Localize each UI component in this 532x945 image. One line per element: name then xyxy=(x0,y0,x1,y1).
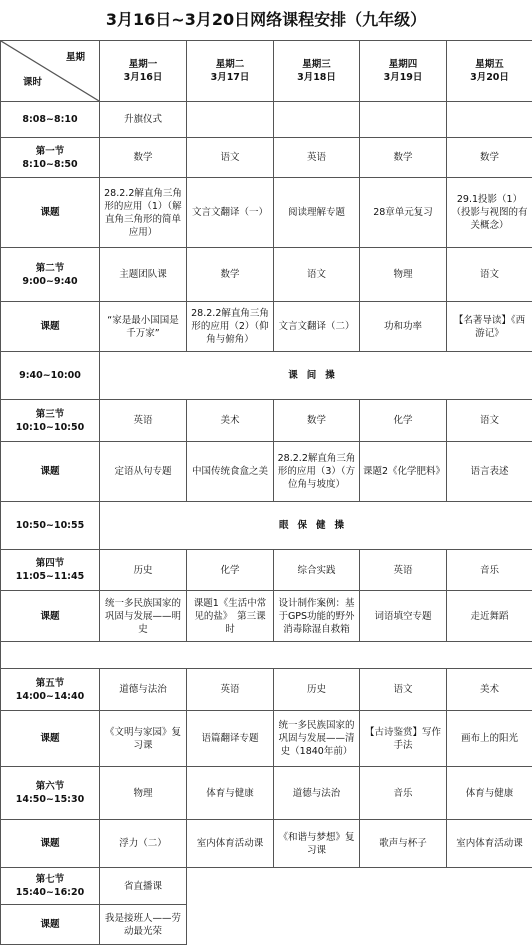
subject-cell: 物理 xyxy=(360,248,447,302)
schedule-cell xyxy=(447,102,532,138)
subject-cell: 体育与健康 xyxy=(187,767,274,820)
period-time: 8:10~8:50 xyxy=(4,158,96,171)
period-axis-label: 课时 xyxy=(23,76,42,89)
weekday-label: 星期五 xyxy=(450,58,529,71)
subject-cell: 化学 xyxy=(360,400,447,442)
page-title: 3月16日~3月20日网络课程安排（九年级） xyxy=(0,0,532,40)
date-label: 3月20日 xyxy=(450,71,529,84)
subject-cell: 语文 xyxy=(447,248,532,302)
period-label xyxy=(1,868,100,905)
topic-cell: 课题2《化学肥料》 xyxy=(360,442,447,502)
topic-row xyxy=(1,178,532,248)
topic-label: 课题 xyxy=(1,820,100,868)
subject-cell: 物理 xyxy=(100,767,187,820)
topic-row xyxy=(1,442,532,502)
topic-cell: 28.2.2解直角三角形的应用（2）（仰角与俯角） xyxy=(187,302,274,352)
topic-cell: 室内体育活动课 xyxy=(187,820,274,868)
subject-cell: 音乐 xyxy=(447,550,532,591)
period-row xyxy=(1,400,532,442)
schedule-cell xyxy=(187,102,274,138)
subject-cell: 道德与法治 xyxy=(274,767,360,820)
period-name: 第四节 xyxy=(4,557,96,570)
topic-cell: 中国传统食盒之美 xyxy=(187,442,274,502)
subject-cell: 语文 xyxy=(360,669,447,711)
subject-cell: 英语 xyxy=(100,400,187,442)
subject-cell: 美术 xyxy=(447,669,532,711)
period-name: 第二节 xyxy=(4,262,96,275)
period-name: 第三节 xyxy=(4,408,96,421)
period-time: 9:00~9:40 xyxy=(4,275,96,288)
period-name: 第一节 xyxy=(4,145,96,158)
empty-cell xyxy=(187,868,532,905)
topic-cell: 统一多民族国家的巩固与发展——明史 xyxy=(100,591,187,642)
period-time: 10:10~10:50 xyxy=(4,421,96,434)
topic-cell: 文言文翻译（一） xyxy=(187,178,274,248)
subject-cell: 英语 xyxy=(187,669,274,711)
day-header-wed xyxy=(274,41,360,102)
subject-cell: 综合实践 xyxy=(274,550,360,591)
lunch-gap-row xyxy=(1,642,532,669)
day-header-thu xyxy=(360,41,447,102)
topic-label: 课题 xyxy=(1,442,100,502)
topic-cell: 28章单元复习 xyxy=(360,178,447,248)
empty-cell xyxy=(187,905,532,945)
topic-row xyxy=(1,711,532,767)
subject-cell: 音乐 xyxy=(360,767,447,820)
topic-cell: 《文明与家园》复习课 xyxy=(100,711,187,767)
period-row xyxy=(1,767,532,820)
flag-raising-row xyxy=(1,102,532,138)
schedule-cell xyxy=(360,102,447,138)
topic-cell: 词语填空专题 xyxy=(360,591,447,642)
period-row xyxy=(1,868,532,905)
topic-cell: 走近舞蹈 xyxy=(447,591,532,642)
topic-cell: 《和谐与梦想》复习课 xyxy=(274,820,360,868)
time-label: 9:40~10:00 xyxy=(1,352,100,400)
subject-cell: 数学 xyxy=(447,138,532,178)
weekday-label: 星期二 xyxy=(190,58,270,71)
subject-cell: 化学 xyxy=(187,550,274,591)
period-row xyxy=(1,248,532,302)
period-label xyxy=(1,767,100,820)
topic-label: 课题 xyxy=(1,711,100,767)
period-time: 15:40~16:20 xyxy=(4,886,96,899)
weekday-label: 星期四 xyxy=(363,58,443,71)
topic-row xyxy=(1,820,532,868)
topic-cell: 语篇翻译专题 xyxy=(187,711,274,767)
subject-cell: 语文 xyxy=(447,400,532,442)
topic-label: 课题 xyxy=(1,905,100,945)
date-label: 3月16日 xyxy=(103,71,183,84)
subject-cell: 语文 xyxy=(274,248,360,302)
period-name: 第七节 xyxy=(4,873,96,886)
period-row xyxy=(1,138,532,178)
topic-cell: 语言表述 xyxy=(447,442,532,502)
topic-cell: “家是最小国国是千万家” xyxy=(100,302,187,352)
day-header-mon xyxy=(100,41,187,102)
topic-cell: 功和功率 xyxy=(360,302,447,352)
topic-cell: 28.2.2解直角三角形的应用（1）（解直角三角形的简单应用） xyxy=(100,178,187,248)
subject-cell: 英语 xyxy=(360,550,447,591)
subject-cell: 历史 xyxy=(100,550,187,591)
topic-cell: 浮力（二） xyxy=(100,820,187,868)
topic-cell: 【名著导读】《西游记》 xyxy=(447,302,532,352)
subject-cell: 英语 xyxy=(274,138,360,178)
period-name: 第六节 xyxy=(4,780,96,793)
subject-cell: 语文 xyxy=(187,138,274,178)
subject-cell: 美术 xyxy=(187,400,274,442)
topic-row xyxy=(1,905,532,945)
break-row xyxy=(1,502,532,550)
schedule-table xyxy=(0,40,532,945)
period-label xyxy=(1,248,100,302)
topic-row xyxy=(1,302,532,352)
subject-cell: 历史 xyxy=(274,669,360,711)
topic-cell: 室内体育活动课 xyxy=(447,820,532,868)
period-label xyxy=(1,138,100,178)
date-label: 3月19日 xyxy=(363,71,443,84)
corner-cell xyxy=(1,41,100,102)
topic-cell: 28.2.2解直角三角形的应用（3）（方位角与坡度） xyxy=(274,442,360,502)
period-time: 14:00~14:40 xyxy=(4,690,96,703)
topic-cell: 统一多民族国家的巩固与发展——清史（1840年前） xyxy=(274,711,360,767)
weekday-label: 星期一 xyxy=(103,58,183,71)
period-label xyxy=(1,550,100,591)
subject-cell: 数学 xyxy=(187,248,274,302)
break-row xyxy=(1,352,532,400)
topic-cell: 阅读理解专题 xyxy=(274,178,360,248)
day-header-fri xyxy=(447,41,532,102)
break-cell: 课间操 xyxy=(100,352,532,400)
time-label: 8:08~8:10 xyxy=(1,102,100,138)
period-label xyxy=(1,400,100,442)
topic-cell: 【古诗鉴赏】写作手法 xyxy=(360,711,447,767)
period-row xyxy=(1,550,532,591)
schedule-cell xyxy=(274,102,360,138)
subject-cell: 道德与法治 xyxy=(100,669,187,711)
subject-cell: 省直播课 xyxy=(100,868,187,905)
period-label xyxy=(1,669,100,711)
header-row xyxy=(1,41,532,102)
weekday-axis-label: 星期 xyxy=(66,51,85,64)
schedule-cell: 升旗仪式 xyxy=(100,102,187,138)
topic-cell: 歌声与杯子 xyxy=(360,820,447,868)
topic-cell: 课题1《生活中常见的盐》 第三课时 xyxy=(187,591,274,642)
weekday-label: 星期三 xyxy=(277,58,356,71)
period-time: 11:05~11:45 xyxy=(4,570,96,583)
diagonal-line xyxy=(1,41,99,101)
topic-cell: 定语从句专题 xyxy=(100,442,187,502)
empty-gap-cell xyxy=(1,642,532,669)
subject-cell: 数学 xyxy=(274,400,360,442)
topic-cell: 29.1投影（1）（投影与视图的有关概念） xyxy=(447,178,532,248)
day-header-tue xyxy=(187,41,274,102)
topic-label: 课题 xyxy=(1,302,100,352)
topic-label: 课题 xyxy=(1,178,100,248)
subject-cell: 数学 xyxy=(360,138,447,178)
topic-row xyxy=(1,591,532,642)
topic-cell: 画布上的阳光 xyxy=(447,711,532,767)
date-label: 3月18日 xyxy=(277,71,356,84)
topic-label: 课题 xyxy=(1,591,100,642)
topic-cell: 设计制作案例：基于GPS功能的野外消毒除湿自救箱 xyxy=(274,591,360,642)
period-name: 第五节 xyxy=(4,677,96,690)
date-label: 3月17日 xyxy=(190,71,270,84)
topic-cell: 文言文翻译（二） xyxy=(274,302,360,352)
subject-cell: 体育与健康 xyxy=(447,767,532,820)
period-time: 14:50~15:30 xyxy=(4,793,96,806)
break-cell: 眼保健操 xyxy=(100,502,532,550)
subject-cell: 数学 xyxy=(100,138,187,178)
topic-cell: 我是接班人——劳动最光荣 xyxy=(100,905,187,945)
period-row xyxy=(1,669,532,711)
subject-cell: 主题团队课 xyxy=(100,248,187,302)
time-label: 10:50~10:55 xyxy=(1,502,100,550)
